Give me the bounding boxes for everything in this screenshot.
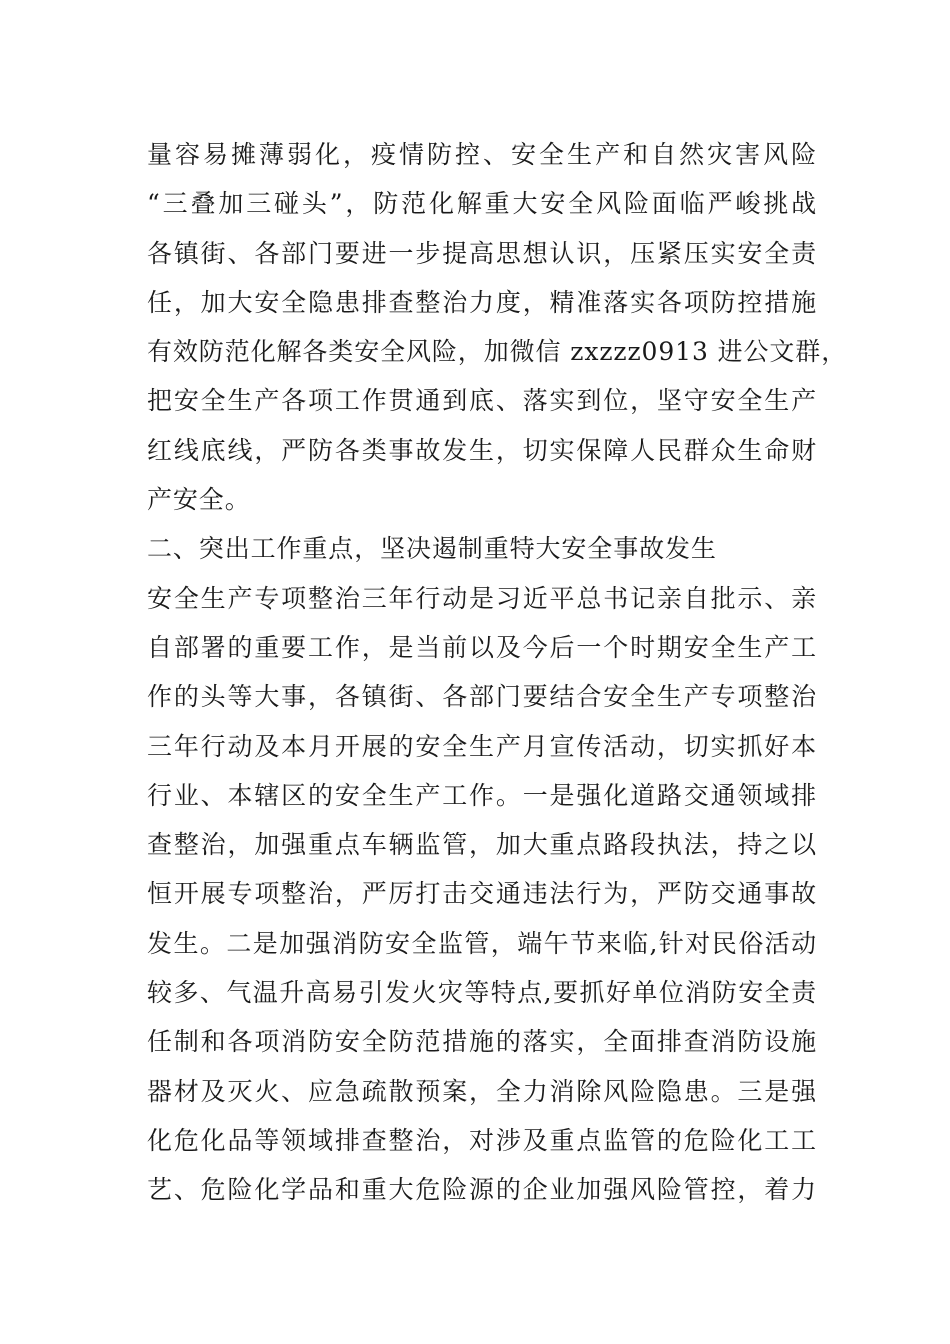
text-line: 产安全。	[147, 485, 251, 515]
text-line: 任制和各项消防安全防范措施的落实，全面排查消防设施	[147, 1027, 817, 1057]
text-line: 恒开展专项整治，严厉打击交通违法行为，严防交通事故	[147, 879, 817, 909]
body-text	[147, 130, 848, 1215]
text-line: “三叠加三碰头”，防范化解重大安全风险面临严峻挑战	[147, 189, 817, 219]
text-line: 器材及灭火、应急疏散预案，全力消除风险隐患。三是强	[147, 1076, 817, 1106]
text-line: 红线底线，严防各类事故发生，切实保障人民群众生命财	[147, 435, 817, 465]
text-line: 量容易摊薄弱化，疫情防控、安全生产和自然灾害风险	[147, 140, 817, 169]
text-line: 三年行动及本月开展的安全生产月宣传活动，切实抓好本	[147, 731, 817, 761]
text-line: 有效防范化解各类安全风险，加微信 zxzzz0913 进公文群，	[147, 337, 848, 367]
text-line: 作的头等大事，各镇街、各部门要结合安全生产专项整治	[147, 682, 817, 712]
text-line: 安全生产专项整治三年行动是习近平总书记亲自批示、亲	[147, 583, 817, 613]
text-line: 各镇街、各部门要进一步提高思想认识，压紧压实安全责	[147, 238, 817, 268]
text-line: 把安全生产各项工作贯通到底、落实到位，坚守安全生产	[147, 386, 817, 416]
text-line: 任，加大安全隐患排查整治力度，精准落实各项防控措施	[147, 287, 817, 317]
text-line: 化危化品等领域排查整治，对涉及重点监管的危险化工工	[147, 1125, 817, 1155]
text-line: 行业、本辖区的安全生产工作。一是强化道路交通领域排	[147, 780, 817, 810]
section-heading: 二、突出工作重点，坚决遏制重特大安全事故发生	[147, 534, 717, 564]
text-line: 较多、气温升高易引发火灾等特点,要抓好单位消防安全责	[147, 978, 817, 1008]
text-line: 艺、危险化学品和重大危险源的企业加强风险管控，着力	[147, 1175, 817, 1205]
text-line: 发生。二是加强消防安全监管，端午节来临,针对民俗活动	[147, 928, 817, 958]
text-line: 自部署的重要工作，是当前以及今后一个时期安全生产工	[147, 632, 817, 662]
text-line: 查整治，加强重点车辆监管，加大重点路段执法，持之以	[147, 830, 817, 860]
